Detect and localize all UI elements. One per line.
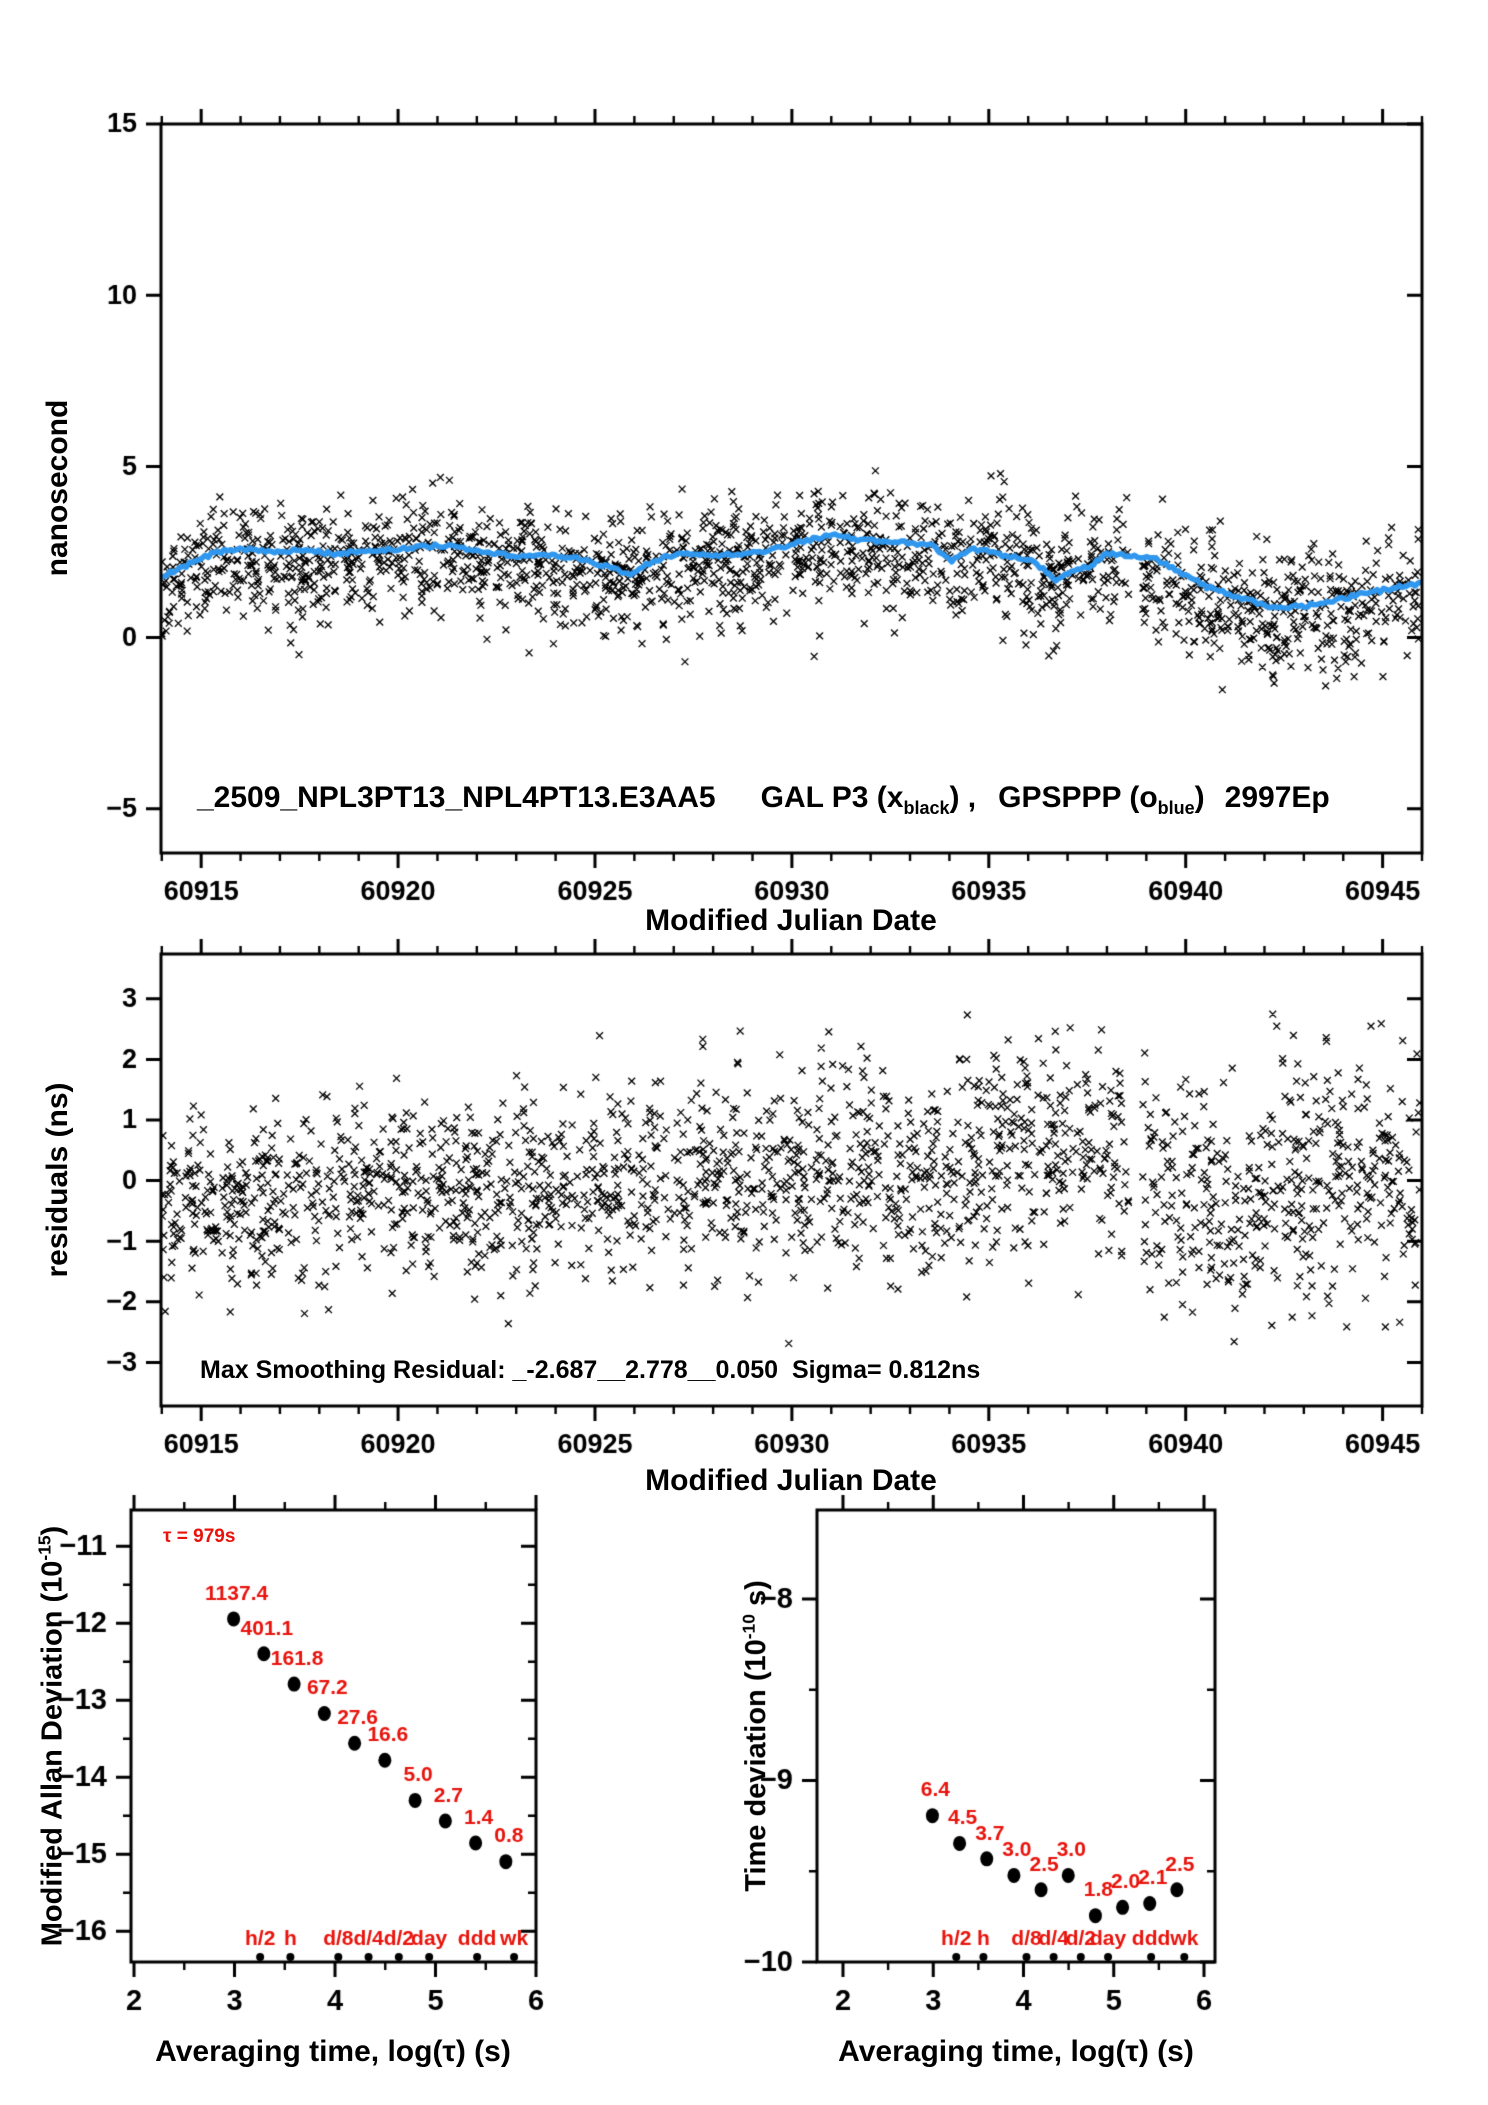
title-spacer bbox=[1205, 783, 1225, 813]
top-panel-title bbox=[197, 783, 1330, 817]
max-residual-note: Max Smoothing Residual: _-2.687__2.778__0.050 Sigma= 0.812ns bbox=[200, 1356, 981, 1384]
mdev-y-axis-title: Modified Allan Deviation $(10^{-15})$ bbox=[34, 1525, 69, 1947]
title-series1-sub: black bbox=[903, 798, 950, 818]
tau-annotation: τ = 979s bbox=[163, 1526, 236, 1547]
title-series2-label: GPSPPP $(o_{blue})$ bbox=[998, 781, 1205, 818]
top-x-axis-title: Modified Julian Date bbox=[645, 904, 937, 937]
title-epoch: 2997Ep bbox=[1224, 781, 1330, 814]
mid-y-axis-title: residuals (ns) bbox=[41, 1082, 74, 1278]
mid-x-axis-title: Modified Julian Date bbox=[645, 1464, 937, 1497]
tdev-y-axis-title: Time deviation ($10^{-10}$ s) bbox=[738, 1580, 773, 1892]
title-file-id: _2509_NPL3PT13_NPL4PT13.E3AA5 bbox=[197, 781, 716, 814]
mdev-x-axis-title: Averaging time, log(τ) (s) bbox=[155, 2035, 511, 2068]
tdev-x-axis-title: Averaging time, log(τ) (s) bbox=[838, 2035, 1194, 2068]
title-series1-label: GAL P3 $(x_{black})$ , bbox=[760, 781, 977, 818]
title-spacer bbox=[976, 783, 998, 813]
title-spacer bbox=[716, 783, 761, 813]
title-series2-sub: blue bbox=[1157, 798, 1195, 818]
top-y-axis-title: nanosecond bbox=[41, 399, 74, 577]
